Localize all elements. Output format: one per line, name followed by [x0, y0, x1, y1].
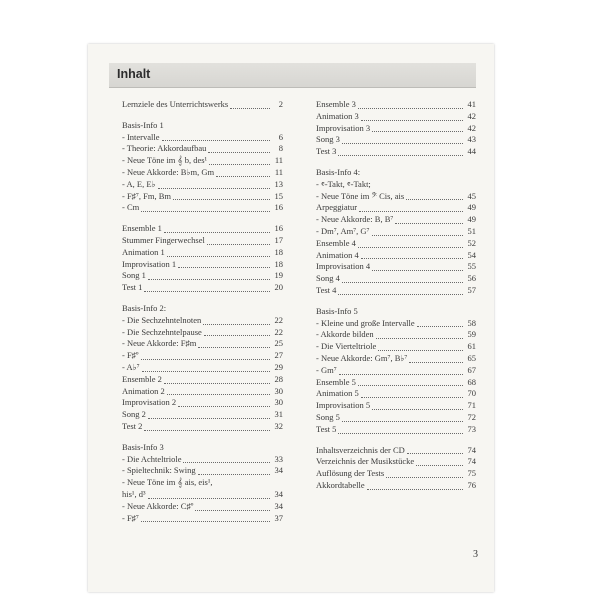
dot-leader	[416, 465, 463, 466]
toc-entry-page: 71	[467, 400, 476, 411]
toc-entry-text: - Die Sechzehntelnoten	[122, 314, 202, 325]
toc-entry	[122, 282, 283, 294]
toc-entry-text: Verzeichnis der Musikstücke	[316, 456, 415, 467]
dot-leader	[141, 359, 270, 360]
toc-entry-text: - Dm⁷, Am⁷, G⁷	[316, 225, 370, 236]
toc-entry	[122, 303, 283, 315]
toc-entry-page: 19	[274, 270, 283, 281]
toc-entry-text: Inhaltsverzeichnis der CD	[316, 444, 405, 455]
toc-entry-text: - Neue Töne im 𝄞 b, des¹	[122, 155, 208, 166]
toc-spacer	[316, 297, 476, 306]
toc-entry-page: 43	[467, 134, 476, 145]
toc-entry	[316, 123, 476, 135]
toc-entry-text: Basis-Info 5	[316, 305, 358, 316]
toc-entry-page: 33	[274, 453, 283, 464]
dot-leader	[361, 120, 463, 121]
toc-entry-page: 18	[274, 246, 283, 257]
toc-entry-page: 30	[274, 385, 283, 396]
toc-entry-page: 20	[274, 282, 283, 293]
toc-column-left	[122, 99, 283, 524]
toc-entry	[316, 146, 476, 158]
toc-entry	[316, 214, 476, 226]
toc-entry	[316, 191, 476, 203]
dot-leader	[358, 247, 463, 248]
toc-entry-page: 25	[274, 338, 283, 349]
dot-leader	[203, 324, 270, 325]
toc-entry	[316, 261, 476, 273]
toc-entry	[122, 465, 283, 477]
dot-leader	[358, 385, 463, 386]
toc-entry-page: 13	[274, 178, 283, 189]
dot-leader	[208, 152, 270, 153]
toc-entry-page: 2	[278, 99, 283, 109]
toc-entry	[316, 468, 476, 480]
dot-leader	[164, 383, 270, 384]
toc-entry-text: Animation 4	[316, 249, 359, 260]
toc-entry-text: - Die Sechzehntelpause	[122, 326, 202, 337]
toc-entry-text: - A♭⁷	[122, 361, 140, 372]
toc-entry-text: Animation 2	[122, 385, 165, 396]
toc-entry	[122, 235, 283, 247]
dot-leader	[207, 244, 270, 245]
toc-entry-text: Improvisation 1	[122, 258, 177, 269]
toc-entry-page: 31	[274, 409, 283, 420]
toc-entry-page: 42	[467, 110, 476, 121]
toc-entry-text: - Cm	[122, 202, 140, 213]
toc-entry-text: Song 3	[316, 134, 340, 145]
toc-entry	[316, 273, 476, 285]
toc-entry-text: - Neue Akkorde: B, B⁷	[316, 214, 394, 225]
toc-entry-text: Animation 1	[122, 246, 165, 257]
dot-leader	[204, 335, 270, 336]
toc-entry	[122, 350, 283, 362]
dot-leader	[167, 256, 270, 257]
toc-entry	[122, 155, 283, 167]
toc-entry-text: Ensemble 2	[122, 373, 162, 384]
dot-leader	[338, 433, 463, 434]
dot-leader	[141, 521, 270, 522]
dot-leader	[359, 211, 463, 212]
toc-entry-text: - Neue Akkorde: B♭m, Gm	[122, 166, 215, 177]
toc-entry-text: Ensemble 3	[316, 99, 356, 109]
toc-entry-text: - F♯º	[122, 350, 139, 361]
toc-entry-page: 34	[274, 465, 283, 476]
toc-entry-text: - Die Achteltriole	[122, 453, 182, 464]
toc-entry-page: 8	[278, 143, 283, 154]
toc-entry-page: 30	[274, 397, 283, 408]
dot-leader	[378, 350, 463, 351]
toc-entry	[316, 202, 476, 214]
dot-leader	[406, 199, 463, 200]
toc-entry	[316, 353, 476, 365]
toc-entry-text: Improvisation 4	[316, 261, 371, 272]
toc-entry-page: 22	[274, 314, 283, 325]
toc-entry	[316, 412, 476, 424]
toc-entry-text: - Kleine und große Intervalle	[316, 317, 415, 328]
toc-entry-page: 74	[467, 456, 476, 467]
toc-entry-text: Basis-Info 2:	[122, 302, 167, 313]
page-title: Inhalt	[117, 67, 151, 81]
dot-leader	[195, 510, 270, 511]
toc-entry-page: 45	[467, 190, 476, 201]
toc-entry	[122, 338, 283, 350]
toc-entry	[122, 247, 283, 259]
dot-leader	[372, 235, 463, 236]
toc-entry-text: Basis-Info 1	[122, 119, 164, 130]
toc-entry-page: 16	[274, 202, 283, 213]
dot-leader	[230, 108, 270, 109]
toc-entry-text: Stummer Fingerwechsel	[122, 234, 205, 245]
toc-entry-page: 22	[274, 326, 283, 337]
book-page	[88, 44, 494, 592]
toc-entry	[316, 285, 476, 297]
toc-entry-text: Test 3	[316, 146, 337, 157]
dot-leader	[216, 176, 270, 177]
toc-entry-text: Test 2	[122, 420, 143, 431]
toc-entry	[316, 226, 476, 238]
toc-entry	[316, 167, 476, 179]
toc-entry	[122, 270, 283, 282]
toc-entry	[316, 318, 476, 330]
toc-entry-text: Ensemble 5	[316, 376, 356, 387]
toc-entry	[122, 179, 283, 191]
dot-leader	[178, 267, 270, 268]
dot-leader	[162, 140, 270, 141]
toc-entry	[316, 388, 476, 400]
toc-entry	[122, 477, 283, 489]
dot-leader	[164, 232, 270, 233]
toc-entry-text: - Spieltechnik: Swing	[122, 465, 196, 476]
toc-entry-text: Song 5	[316, 411, 340, 422]
dot-leader	[144, 430, 270, 431]
toc-spacer	[316, 436, 476, 445]
toc-entry-text: Auflösung der Tests	[316, 468, 385, 479]
toc-entry-text: - Gm⁷	[316, 364, 337, 375]
dot-leader	[158, 188, 270, 189]
toc-entry-page: 44	[467, 146, 476, 157]
dot-leader	[342, 282, 463, 283]
toc-entry-page: 54	[467, 249, 476, 260]
toc-entry-text: Animation 3	[316, 110, 359, 121]
toc-entry	[122, 99, 283, 111]
toc-entry-page: 32	[274, 420, 283, 431]
toc-entry-page: 73	[467, 423, 476, 434]
toc-entry-page: 57	[467, 284, 476, 295]
toc-entry-page: 58	[467, 317, 476, 328]
toc-entry	[122, 386, 283, 398]
dot-leader	[367, 489, 463, 490]
toc-entry	[316, 400, 476, 412]
toc-entry	[316, 445, 476, 457]
toc-entry	[122, 132, 283, 144]
toc-entry-page: 15	[274, 190, 283, 201]
dot-leader	[173, 199, 270, 200]
toc-entry-text: Basis-Info 3	[122, 441, 164, 452]
toc-entry	[122, 120, 283, 132]
toc-entry-page: 34	[274, 488, 283, 499]
toc-entry-page: 11	[274, 166, 283, 177]
toc-entry	[316, 238, 476, 250]
toc-entry	[316, 134, 476, 146]
toc-spacer	[122, 214, 283, 223]
toc-entry	[316, 179, 476, 191]
toc-entry	[316, 329, 476, 341]
toc-entry	[122, 143, 283, 155]
dot-leader	[148, 498, 270, 499]
toc-spacer	[122, 433, 283, 442]
dot-leader	[417, 326, 463, 327]
toc-spacer	[316, 158, 476, 167]
section-header	[109, 63, 476, 88]
toc-entry-text: Test 4	[316, 284, 337, 295]
dot-leader	[342, 421, 463, 422]
toc-entry-text: - Neue Töne im 𝄞 ais, eis¹,	[122, 477, 213, 488]
toc-entry-page: 28	[274, 373, 283, 384]
toc-entry-text: - Akkorde bilden	[316, 329, 374, 340]
dot-leader	[338, 294, 463, 295]
dot-leader	[372, 270, 463, 271]
toc-entry-text: Arpeggiatur	[316, 202, 358, 213]
toc-entry-page: 61	[467, 341, 476, 352]
toc-entry	[122, 259, 283, 271]
toc-entry-text: - Theorie: Akkordaufbau	[122, 143, 207, 154]
toc-entry	[316, 306, 476, 318]
dot-leader	[372, 131, 463, 132]
toc-entry-page: 6	[278, 131, 283, 142]
dot-leader	[361, 397, 463, 398]
toc-entry-page: 74	[467, 444, 476, 455]
dot-leader	[358, 108, 463, 109]
toc-entry-text: Song 2	[122, 409, 146, 420]
toc-entry-text: - Intervalle	[122, 131, 160, 142]
toc-entry	[122, 442, 283, 454]
toc-column-right	[316, 99, 476, 492]
toc-entry-page: 42	[467, 122, 476, 133]
toc-entry-text: Akkordtabelle	[316, 479, 365, 490]
toc-entry-page: 18	[274, 258, 283, 269]
dot-leader	[361, 258, 463, 259]
toc-spacer	[122, 111, 283, 120]
toc-entry	[122, 315, 283, 327]
toc-entry-page: 70	[467, 388, 476, 399]
toc-entry-page: 49	[467, 214, 476, 225]
toc-entry	[122, 421, 283, 433]
toc-entry-text: Improvisation 3	[316, 122, 371, 133]
toc-entry	[122, 191, 283, 203]
dot-leader	[409, 362, 463, 363]
toc-entry-page: 16	[274, 223, 283, 234]
toc-entry-text: Lernziele des Unterrichtswerks	[122, 99, 229, 109]
dot-leader	[209, 164, 270, 165]
toc-entry-text: Animation 5	[316, 388, 359, 399]
toc-entry-page: 37	[274, 512, 283, 523]
toc-entry	[122, 397, 283, 409]
toc-entry-page: 56	[467, 273, 476, 284]
dot-leader	[178, 406, 270, 407]
dot-leader	[338, 155, 463, 156]
toc-entry-page: 59	[467, 329, 476, 340]
dot-leader	[144, 291, 270, 292]
toc-entry-text: his¹, d³	[122, 488, 146, 499]
toc-spacer	[122, 294, 283, 303]
dot-leader	[395, 223, 463, 224]
toc-entry-page: 29	[274, 361, 283, 372]
toc-entry-text: - Neue Töne im 𝄢 Cis, ais	[316, 190, 405, 201]
toc-entry	[316, 341, 476, 353]
toc-entry	[122, 167, 283, 179]
dot-leader	[198, 474, 270, 475]
toc-entry	[316, 250, 476, 262]
toc-entry-text: Ensemble 4	[316, 237, 356, 248]
toc-entry-page: 72	[467, 411, 476, 422]
toc-entry-page: 41	[467, 99, 476, 109]
dot-leader	[386, 477, 463, 478]
dot-leader	[198, 347, 270, 348]
toc-entry	[122, 202, 283, 214]
toc-entry	[122, 501, 283, 513]
toc-entry-text: - A, E, E♭	[122, 178, 156, 189]
dot-leader	[142, 371, 270, 372]
toc-entry-text: - Neue Akkorde: Gm⁷, B♭⁷	[316, 352, 408, 363]
toc-entry-text: Song 4	[316, 273, 340, 284]
dot-leader	[148, 418, 270, 419]
toc-entry	[122, 489, 283, 501]
toc-entry	[122, 409, 283, 421]
toc-entry	[316, 99, 476, 111]
toc-entry-page: 67	[467, 364, 476, 375]
dot-leader	[167, 394, 270, 395]
toc-entry	[122, 374, 283, 386]
toc-entry-text: - Neue Akkorde: C♯º	[122, 500, 194, 511]
toc-entry	[122, 327, 283, 339]
page-number: 3	[473, 549, 478, 560]
toc-entry-text: - F♯⁷	[122, 512, 139, 523]
toc-entry	[316, 365, 476, 377]
toc-entry-page: 27	[274, 350, 283, 361]
toc-entry-text: Test 1	[122, 282, 143, 293]
dot-leader	[342, 143, 463, 144]
toc-entry-text: Improvisation 2	[122, 397, 177, 408]
toc-entry-page: 34	[274, 500, 283, 511]
toc-entry-text: Basis-Info 4:	[316, 166, 361, 177]
toc-entry-text: Improvisation 5	[316, 400, 371, 411]
toc-entry	[316, 377, 476, 389]
dot-leader	[141, 211, 270, 212]
toc-entry-text: Ensemble 1	[122, 223, 162, 234]
dot-leader	[376, 338, 463, 339]
toc-entry-page: 11	[274, 155, 283, 166]
toc-entry-text: - Neue Akkorde: F♯m	[122, 338, 197, 349]
toc-entry-page: 52	[467, 237, 476, 248]
toc-entry-page: 68	[467, 376, 476, 387]
toc-entry-text: - F♯⁷, Fm, Bm	[122, 190, 172, 201]
toc-entry-text: Test 5	[316, 423, 337, 434]
toc-entry	[316, 111, 476, 123]
dot-leader	[183, 462, 270, 463]
toc-entry	[316, 456, 476, 468]
toc-entry	[316, 480, 476, 492]
toc-entry	[122, 362, 283, 374]
toc-entry-page: 75	[467, 468, 476, 479]
toc-entry-page: 49	[467, 202, 476, 213]
dot-leader	[148, 279, 270, 280]
toc-entry-page: 76	[467, 479, 476, 490]
toc-entry-page: 55	[467, 261, 476, 272]
toc-entry-page: 51	[467, 225, 476, 236]
toc-entry	[316, 424, 476, 436]
dot-leader	[339, 374, 463, 375]
toc-entry-page: 17	[274, 234, 283, 245]
toc-entry-text: - 𝄴-Takt, 𝄴-Takt;	[316, 178, 371, 189]
toc-entry-page: 65	[467, 352, 476, 363]
toc-entry	[122, 454, 283, 466]
toc-entry	[122, 513, 283, 525]
dot-leader	[407, 453, 463, 454]
toc-entry	[122, 223, 283, 235]
toc-entry-text: Song 1	[122, 270, 146, 281]
toc-entry-text: - Die Vierteltriole	[316, 341, 377, 352]
dot-leader	[372, 409, 463, 410]
